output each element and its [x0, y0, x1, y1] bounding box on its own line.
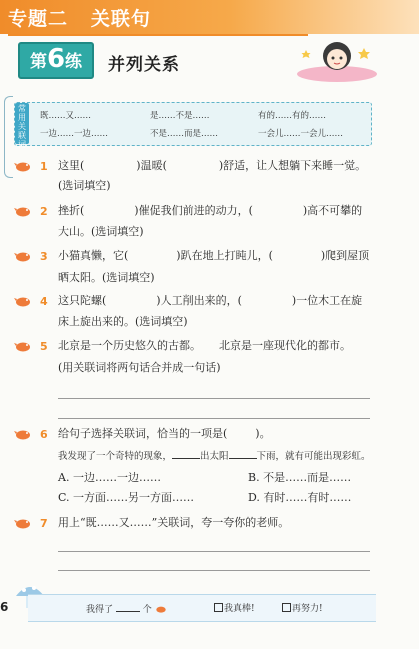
option-label: A.	[58, 471, 70, 484]
score-blank[interactable]	[116, 601, 140, 612]
bird-icon	[14, 428, 32, 440]
q4-seg: 这只陀螺(	[58, 294, 107, 307]
great-label: 我真棒!	[224, 604, 255, 614]
try-harder-checkbox[interactable]	[282, 601, 323, 614]
question-instruction: (用关联词将两句话合并成一句话)	[58, 361, 221, 374]
answer-line[interactable]	[58, 551, 370, 552]
q6-prompt: 给句子选择关联词，恰当的一项是(	[58, 427, 228, 440]
q1-seg: )舒适，让人想躺下来睡一觉。	[218, 159, 367, 172]
conjunction-item: 是……不是……	[150, 111, 210, 121]
bird-icon	[14, 160, 32, 172]
checkbox-icon	[282, 603, 291, 612]
page-number: 6	[0, 600, 9, 614]
conjunction-item: 有的……有的……	[258, 111, 327, 121]
q6-sentence	[58, 448, 371, 465]
question-text	[58, 426, 271, 442]
question-text	[58, 158, 366, 174]
option-d[interactable]	[248, 490, 351, 506]
q3-seg: )爬到屋顶	[320, 249, 370, 262]
score-text	[86, 601, 167, 615]
lesson-number-digit: 6	[46, 44, 66, 74]
checkbox-icon	[214, 603, 223, 612]
question-text-cont: 晒太阳。(选词填空)	[58, 271, 155, 284]
bird-icon	[14, 295, 32, 307]
conjunction-item: 一边……一边……	[40, 129, 109, 139]
lesson-suffix: 练	[65, 52, 83, 72]
section-bracket	[4, 96, 13, 178]
q5-sentence: 北京是一个历史悠久的古都。	[58, 339, 201, 352]
question-text-cont: 床上旋出来的。(选词填空)	[58, 315, 188, 328]
bird-icon	[14, 250, 32, 262]
question-text	[58, 338, 351, 354]
conjunction-item: 不是……而是……	[150, 129, 219, 139]
answer-line[interactable]	[58, 398, 370, 399]
question-text	[58, 248, 369, 264]
question-number: 3	[40, 250, 48, 263]
self-assessment-bar	[28, 594, 376, 622]
blank[interactable]	[229, 448, 257, 459]
option-label: D.	[248, 491, 260, 504]
bird-icon	[14, 205, 32, 217]
q4-seg: )人工削出来的，(	[156, 294, 242, 307]
question-number: 6	[40, 428, 48, 441]
q2-seg: )催促我们前进的动力，(	[134, 204, 253, 217]
question-number: 1	[40, 160, 48, 173]
bird-icon	[14, 340, 32, 352]
sentence-part: 下雨，就有可能出现彩虹。	[256, 451, 371, 462]
q1-seg: 这里(	[58, 159, 85, 172]
option-text: 有时……有时……	[263, 491, 352, 504]
lesson-title: 并列关系	[108, 55, 180, 75]
score-prefix: 我得了	[86, 605, 114, 615]
option-b[interactable]	[248, 470, 351, 486]
q3-seg: )趴在地上打盹儿，(	[176, 249, 273, 262]
topic-title: 专题二 关联句	[8, 8, 151, 30]
q3-seg: 小猫真懒，它(	[58, 249, 129, 262]
answer-line[interactable]	[58, 570, 370, 571]
question-text: 用上“既……又……”关联词，夸一夸你的老师。	[58, 516, 290, 529]
answer-line[interactable]	[58, 418, 370, 419]
question-instruction: (选词填空)	[58, 179, 111, 192]
q1-seg: )温暖(	[136, 159, 167, 172]
option-text: 不是……而是……	[263, 471, 352, 484]
option-label: C.	[58, 491, 70, 504]
option-label: B.	[248, 471, 260, 484]
conjunction-item: 一会儿……一会儿……	[258, 129, 344, 139]
lesson-number	[22, 44, 90, 74]
bird-icon	[155, 605, 167, 613]
question-number: 5	[40, 340, 48, 353]
q2-seg: 挫折(	[58, 204, 85, 217]
sentence-part: 出太阳	[200, 451, 229, 462]
q4-seg: )一位木工在旋	[291, 294, 363, 307]
question-number: 7	[40, 517, 48, 530]
score-suffix: 个	[142, 605, 152, 615]
option-a[interactable]	[58, 470, 161, 486]
sentence-part: 我发现了一个奇特的现象，	[58, 451, 173, 462]
question-text	[58, 293, 362, 309]
question-number: 4	[40, 295, 48, 308]
bird-icon	[14, 517, 32, 529]
question-text	[58, 203, 362, 219]
q6-prompt: )。	[255, 427, 271, 440]
option-text: 一方面……另一方面……	[73, 491, 195, 504]
q5-sentence: 北京是一座现代化的都市。	[219, 339, 351, 352]
option-c[interactable]	[58, 490, 194, 506]
topic-divider	[8, 34, 308, 36]
great-checkbox[interactable]	[214, 601, 255, 614]
question-text-cont: 大山。(选词填空)	[58, 225, 144, 238]
conjunction-item: 既……又……	[40, 111, 92, 121]
cartoon-girl-illustration	[292, 38, 382, 82]
conjunction-tag: 常用关联词	[15, 103, 29, 144]
lesson-prefix: 第	[29, 52, 47, 72]
q2-seg: )高不可攀的	[302, 204, 363, 217]
question-number: 2	[40, 205, 48, 218]
blank[interactable]	[172, 448, 200, 459]
option-text: 一边……一边……	[72, 471, 161, 484]
try-harder-label: 再努力!	[292, 604, 323, 614]
